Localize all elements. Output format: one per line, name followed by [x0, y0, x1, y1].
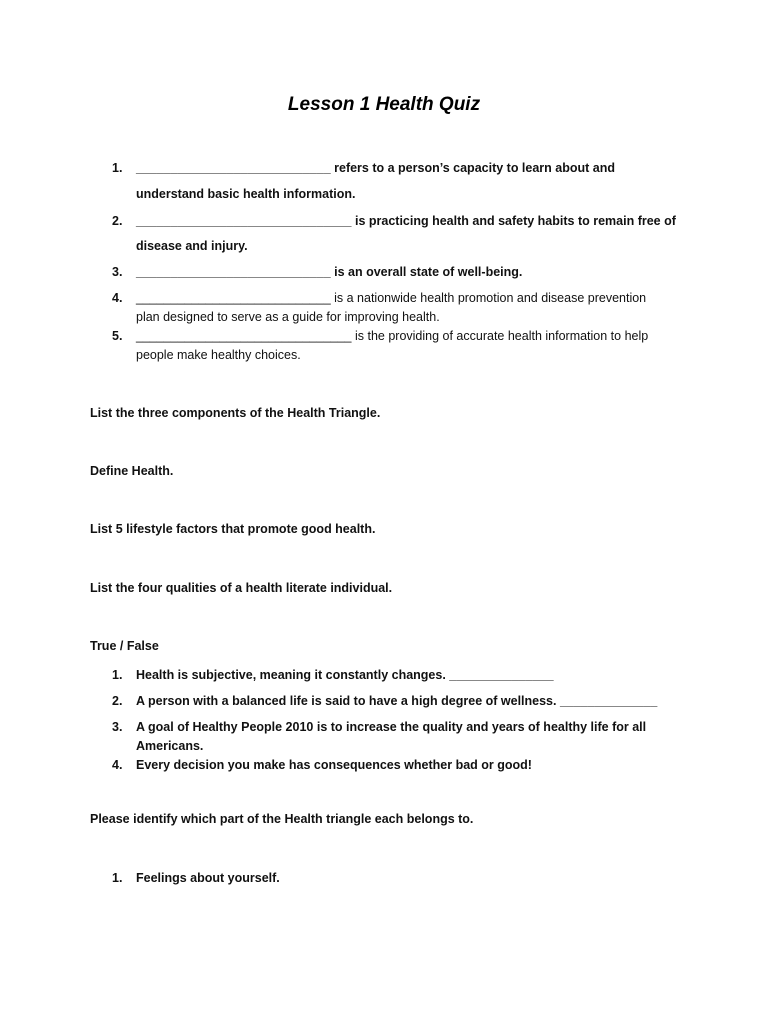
tf-number-2: 2.	[112, 694, 123, 708]
true-false-heading: True / False	[90, 639, 159, 653]
fill-in-item-4-line-1: ____________________________ is a nationwide health promotion and disease prevention	[136, 291, 647, 305]
fill-in-number-5: 5.	[112, 329, 123, 343]
fill-in-number-1: 1.	[112, 161, 123, 175]
question-lifestyle-factors: List 5 lifestyle factors that promote good health.	[90, 522, 376, 536]
tf-number-4: 4.	[112, 758, 123, 772]
fill-in-number-2: 2.	[112, 214, 123, 228]
identify-number-1: 1.	[112, 871, 123, 885]
identify-heading: Please identify which part of the Health triangle each belongs to.	[90, 812, 474, 826]
question-define-health: Define Health.	[90, 464, 174, 478]
fill-in-item-1-line-2: understand basic health information.	[136, 187, 356, 201]
tf-item-3-line-2: Americans.	[136, 739, 204, 753]
fill-in-item-5-line-1: _______________________________ is the providing of accurate health information to help	[136, 329, 649, 343]
question-health-literate: List the four qualities of a health literate individual.	[90, 581, 393, 595]
tf-number-1: 1.	[112, 668, 123, 682]
tf-number-3: 3.	[112, 720, 123, 734]
tf-item-4: Every decision you make has consequences whether bad or good!	[136, 758, 532, 772]
tf-item-3-line-1: A goal of Healthy People 2010 is to increase the quality and years of healthy life for all	[136, 720, 647, 734]
fill-in-item-5-line-2: people make healthy choices.	[136, 348, 301, 362]
fill-in-item-2-line-2: disease and injury.	[136, 239, 248, 253]
tf-item-2: A person with a balanced life is said to have a high degree of wellness. ______________	[136, 694, 658, 708]
fill-in-number-3: 3.	[112, 265, 123, 279]
page-title: Lesson 1 Health Quiz	[287, 94, 481, 115]
question-health-triangle: List the three components of the Health Triangle.	[90, 406, 381, 420]
fill-in-item-4-line-2: plan designed to serve as a guide for improving health.	[136, 310, 440, 324]
identify-item-1: Feelings about yourself.	[136, 871, 280, 885]
fill-in-item-1-line-1: ____________________________ refers to a person’s capacity to learn about and	[136, 161, 615, 175]
tf-item-1: Health is subjective, meaning it constantly changes. _______________	[136, 668, 554, 682]
fill-in-item-2-line-1: _______________________________ is practicing health and safety habits to remain free of	[136, 214, 676, 228]
fill-in-number-4: 4.	[112, 291, 123, 305]
fill-in-item-3-line-1: ____________________________ is an overall state of well-being.	[136, 265, 523, 279]
